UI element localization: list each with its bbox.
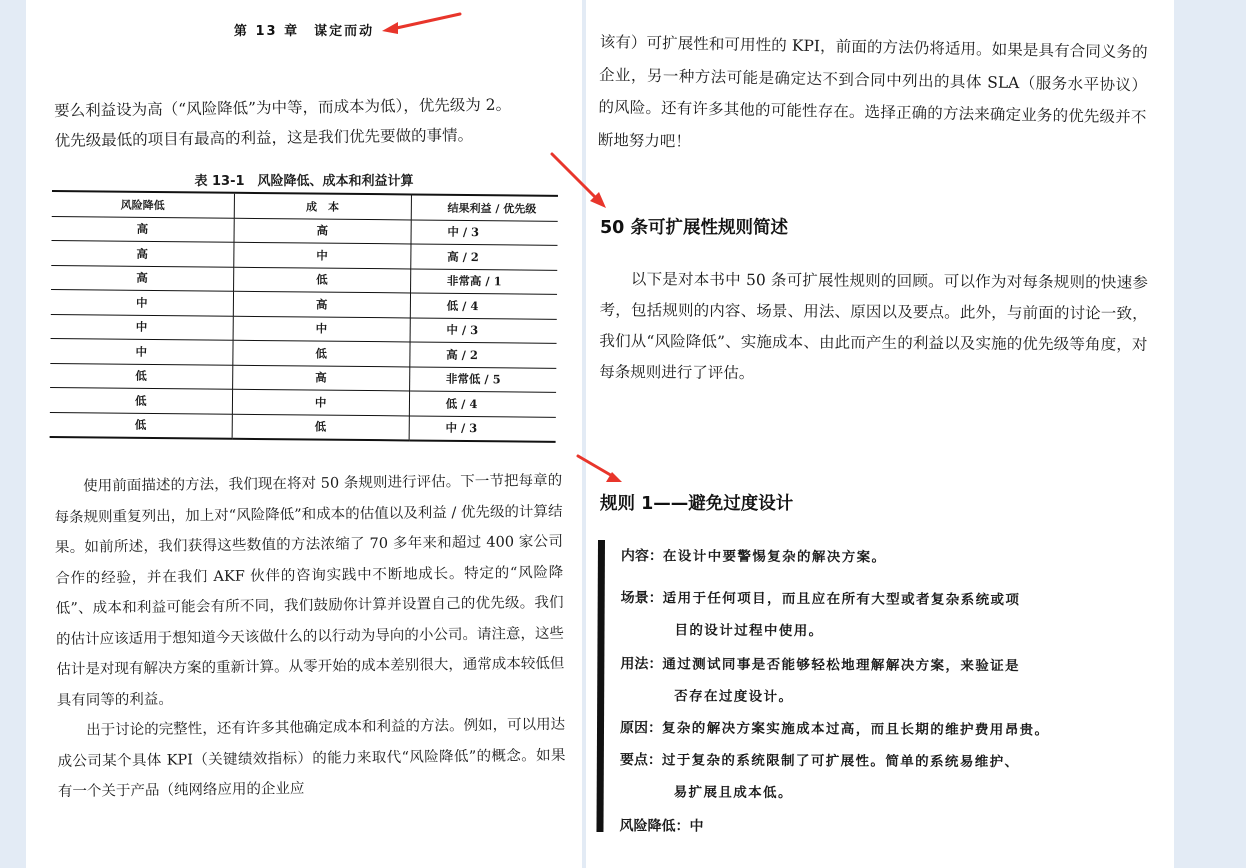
- table-cell: 低: [233, 267, 410, 293]
- continued-text: 该有）可扩展性和可用性的 KPI，前面的方法仍将适用。如果是具有合同义务的企业，另一种方法可能是确定达不到合同中列出的具体 SLA（服务水平协议）的风险。还有许多其他的可能性存在。选择正确的方法来确定业务的优先级并不断地努力吧！: [597, 32, 1148, 151]
- table-cell: 非常高 / 1: [410, 268, 557, 294]
- body-text: [54, 466, 566, 808]
- table-cell: 高: [232, 365, 409, 391]
- rule-text: 在设计中要警惕复杂的解决方案。: [662, 548, 887, 566]
- section-title: 50 条可扩展性规则简述: [600, 218, 788, 238]
- table-cell: 中: [232, 389, 409, 415]
- table-cell: 高: [234, 218, 411, 244]
- arrow-icon: [548, 150, 612, 212]
- table-cell: 低: [232, 414, 409, 441]
- arrow-icon: [574, 452, 626, 486]
- table-header-cell: 结果利益 / 优先级: [411, 194, 558, 220]
- table-cell: 非常低 / 5: [409, 366, 556, 392]
- rule-usage: [620, 648, 1148, 715]
- rule-label: 原因：: [619, 720, 663, 737]
- table-cell: 高: [51, 240, 233, 266]
- rule-text: 通过测试同事是否能够轻松地理解解决方案，来验证是: [662, 656, 1020, 675]
- table-cell: 高: [51, 265, 233, 291]
- rule-keypoint: [620, 744, 1148, 811]
- table-cell: 高 / 2: [411, 244, 558, 270]
- table-cell: 高 / 2: [410, 342, 557, 368]
- table-cell: 低: [50, 387, 232, 413]
- table-cell: 低 / 4: [409, 391, 556, 417]
- table-cell: 中: [233, 242, 410, 268]
- rule-text: 易扩展且成本低。: [673, 784, 793, 802]
- table-cell: 低: [50, 363, 232, 389]
- body-paragraph: 出于讨论的完整性，还有许多其他确定成本和利益的方法。例如，可以用达成公司某个具体 KPI（关键绩效指标）的能力来取代“风险降低”的概念。如果有一个关于产品（纯网络应用的企业应: [57, 716, 566, 800]
- table-cell: 中 / 3: [409, 415, 556, 441]
- arrow-icon: [380, 10, 464, 36]
- rule-content: [621, 540, 1149, 575]
- rule-label: 风险降低：: [619, 818, 690, 835]
- rule-risk: [619, 810, 1147, 845]
- table-cell: 中: [51, 314, 233, 340]
- rule-label: 要点：: [619, 752, 662, 769]
- rule-text: 过于复杂的系统限制了可扩展性。简单的系统易维护、: [661, 752, 1020, 771]
- intro-paragraph: [54, 89, 567, 156]
- intro-line: 优先级最低的项目有最高的利益，这是我们优先要做的事情。: [54, 126, 474, 150]
- table-header-cell: 成 本: [234, 193, 411, 220]
- rule-reason: [620, 712, 1148, 747]
- table-cell: 中: [51, 289, 233, 315]
- intro-line: 要么利益设为高（“风险降低”为中等，而成本为低），优先级为 2。: [54, 95, 512, 120]
- chapter-header: 第 13 章 谋定而动: [233, 24, 375, 39]
- rule-risk-value: 中: [689, 818, 704, 835]
- table-cell: 中: [50, 338, 232, 364]
- table-cell: 高: [52, 216, 234, 242]
- table-cell: 中 / 3: [411, 219, 558, 245]
- rule-text: 否存在过度设计。: [674, 688, 794, 706]
- table-header-cell: 风险降低: [52, 191, 234, 218]
- rule-label: 内容：: [620, 548, 663, 565]
- risk-table: [50, 190, 558, 443]
- rule-title: 规则 1——避免过度设计: [600, 494, 794, 514]
- right-page: [586, 0, 1174, 868]
- body-paragraph: 使用前面描述的方法，我们现在将对 50 条规则进行评估。下一节把每章的每条规则重复列出，加上对“风险降低”和成本的估值以及利益 / 优先级的计算结果。如前所述，我们获得这些数值的方法浓缩了 70 多年来和超过 400 家公司合作的经验，并在我们 AKF 伙伴的咨询实践中不断地成长。特定的“风险降低”、成本和利益可能会有所不同，我们鼓励你计算并设置自己的优先级。我们的估计应该适用于想知道今天该做什么的以行动为导向的小公司。请注意，这些估计是对现有解决方案的重新计算。从零开始的成本差别很大，通常成本较低但具有同等的利益。: [54, 472, 565, 709]
- section-body: [599, 264, 1148, 392]
- table-cell: 低: [50, 412, 232, 439]
- rule-scenario: [620, 582, 1148, 649]
- table-cell: 低 / 4: [410, 293, 557, 319]
- section-paragraph: 以下是对本书中 50 条可扩展性规则的回顾。可以作为对每条规则的快速参考，包括规则的内容、场景、用法、原因以及要点。此外，与前面的讨论一致，我们从“风险降低”、实施成本、由此而产生的利益以及实施的优先级等角度，对每条规则进行了评估。: [599, 270, 1148, 383]
- table-row: [50, 412, 556, 442]
- left-page: [26, 0, 582, 868]
- table-cell: 中: [233, 316, 410, 342]
- rule-label: 场景：: [620, 590, 663, 607]
- table-cell: 高: [233, 291, 410, 317]
- table-caption: 表 13-1 风险降低、成本和利益计算: [194, 174, 414, 189]
- rule-label: 用法：: [620, 656, 663, 673]
- rule-text: 复杂的解决方案实施成本过高，而且长期的维护费用昂贵。: [661, 720, 1050, 739]
- rule-text: 适用于任何项目，而且应在所有大型或者复杂系统或项: [662, 590, 1021, 609]
- rule-text: 目的设计过程中使用。: [674, 622, 824, 640]
- rule-box: [596, 540, 1159, 835]
- continued-paragraph: [598, 26, 1148, 166]
- table-cell: 中 / 3: [410, 317, 557, 343]
- table-cell: 低: [232, 340, 409, 366]
